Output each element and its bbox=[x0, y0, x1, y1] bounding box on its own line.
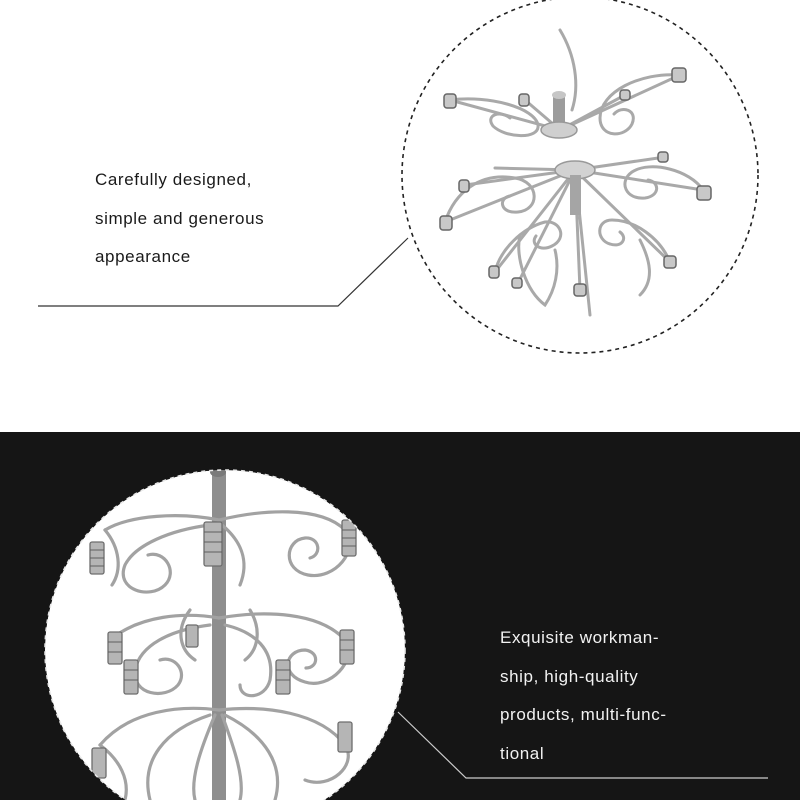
bottom-caption-line: Exquisite workman- bbox=[500, 628, 660, 647]
bottom-caption bbox=[500, 619, 667, 773]
top-caption-line: appearance bbox=[95, 247, 191, 266]
bottom-product-photo bbox=[45, 467, 405, 800]
bottom-caption-line: ship, high-quality bbox=[500, 666, 639, 686]
top-caption-line: Carefully designed, bbox=[95, 170, 252, 189]
bottom-caption-line: tional bbox=[500, 743, 545, 763]
bottom-caption-line: products, multi-func- bbox=[500, 705, 667, 724]
top-caption-line: simple and generous bbox=[95, 208, 265, 228]
top-caption bbox=[95, 161, 264, 277]
top-product-photo bbox=[402, 0, 758, 353]
